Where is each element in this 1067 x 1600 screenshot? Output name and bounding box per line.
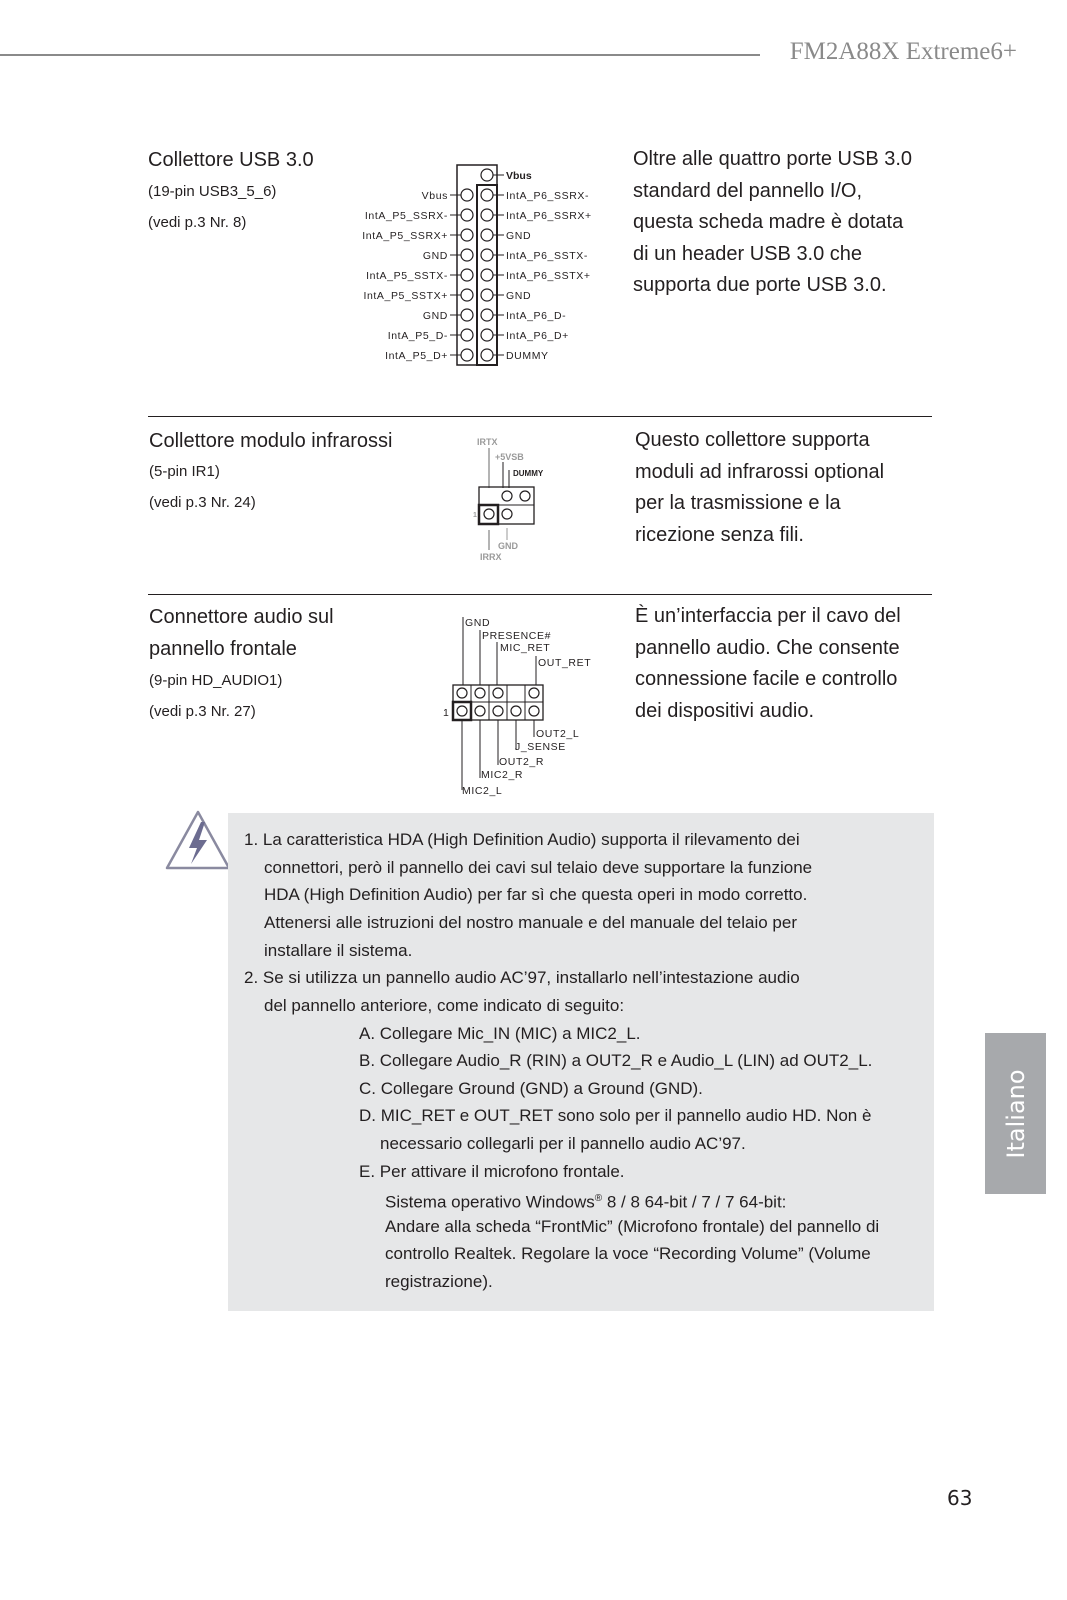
usb-pin-label: GND: [422, 250, 448, 262]
audio-title-line-1: Connettore audio sul: [149, 606, 334, 628]
audio-description-line: dei dispositivi audio.: [635, 699, 814, 722]
note-line: registrazione).: [385, 1272, 493, 1291]
note-line: installare il sistema.: [264, 941, 413, 960]
section-divider: [148, 594, 932, 595]
usb-pin-label: IntA_P6_D-: [506, 310, 567, 322]
ir-description-line: moduli ad infrarossi optional: [635, 460, 885, 483]
audio-label-gnd: GND: [465, 617, 491, 629]
usb-title: Collettore USB 3.0: [148, 149, 314, 171]
usb-pin-label: GND: [506, 230, 532, 242]
audio-label-out2-l: OUT2_L: [536, 728, 580, 740]
ir-pin-count: (5-pin IR1): [149, 463, 220, 480]
ir-label-gnd: GND: [498, 541, 518, 551]
usb-pin-label: IntA_P5_D-: [387, 330, 448, 342]
audio-title-line-2: pannello frontale: [149, 638, 297, 660]
usb-pin-label: IntA_P5_D+: [385, 350, 448, 362]
note-line: necessario collegarli per il pannello audio AC’97.: [380, 1134, 746, 1153]
usb-pin-label: IntA_P6_SSRX+: [506, 210, 592, 222]
audio-description: [635, 601, 901, 727]
ir-reference: (vedi p.3 Nr. 24): [149, 494, 256, 511]
audio-label-out-ret: OUT_RET: [538, 657, 592, 669]
audio-label-j-sense: J_SENSE: [515, 741, 566, 753]
audio-reference: (vedi p.3 Nr. 27): [149, 703, 256, 720]
audio-description-line: connessione facile e controllo: [635, 668, 898, 690]
audio-label-mic2-l: MIC2_L: [462, 785, 503, 797]
usb-pin-label: IntA_P6_SSTX+: [506, 270, 591, 282]
usb-pin-label: DUMMY: [506, 350, 549, 362]
note-line: Andare alla scheda “FrontMic” (Microfono frontale) del pannello di: [385, 1217, 880, 1236]
ir-label-irtx: IRTX: [477, 437, 498, 447]
ir-description: [635, 425, 884, 551]
audio-description-line: pannello audio. Che consente: [635, 636, 900, 659]
svg-text:1: 1: [473, 512, 477, 519]
usb-pin-label: Vbus: [421, 190, 448, 202]
usb-description-line: Oltre alle quattro porte USB 3.0: [633, 148, 913, 170]
note-line: A. Collegare Mic_IN (MIC) a MIC2_L.: [359, 1024, 641, 1043]
language-tab: [985, 1033, 1046, 1194]
ir-description-line: per la trasmissione e la: [635, 492, 841, 514]
usb-pin-label: IntA_P5_SSRX+: [362, 230, 448, 242]
header-rule: [0, 54, 760, 56]
audio-description-line: È un’interfaccia per il cavo del: [635, 605, 901, 627]
header-title: FM2A88X Extreme6+: [789, 38, 1017, 65]
note-line: Attenersi alle istruzioni del nostro manuale e del manuale del telaio per: [264, 913, 797, 932]
ir-header-diagram: [465, 432, 555, 567]
usb-pin-label: IntA_P5_SSRX-: [364, 210, 448, 222]
audio-label-presence: PRESENCE#: [482, 630, 552, 642]
usb-description-line: di un header USB 3.0 che: [633, 242, 863, 265]
language-tab-label: Italiano: [1001, 1068, 1030, 1159]
registered-mark: ®: [594, 1193, 603, 1204]
usb-right-pins: [481, 169, 504, 361]
usb-description-line: supporta due porte USB 3.0.: [633, 274, 887, 296]
note-line: HDA (High Definition Audio) per far sì che questa operi in modo corretto.: [264, 885, 808, 904]
section-divider: [148, 416, 932, 417]
ir-title: Collettore modulo infrarossi: [149, 430, 393, 452]
usb-pin-label: GND: [506, 290, 532, 302]
note-line: B. Collegare Audio_R (RIN) a OUT2_R e Audio_L (LIN) ad OUT2_L.: [359, 1051, 873, 1070]
usb-pin-label: IntA_P6_SSTX-: [506, 250, 588, 262]
usb-description: [633, 144, 912, 302]
note-line: D. MIC_RET e OUT_RET sono solo per il pannello audio HD. Non è: [359, 1106, 872, 1125]
note-line: E. Per attivare il microfono frontale.: [359, 1162, 625, 1181]
audio-label-out2-r: OUT2_R: [499, 756, 545, 768]
ir-label-5vsb: +5VSB: [495, 452, 524, 462]
note-line: 1. La caratteristica HDA (High Definition Audio) supporta il rilevamento dei: [244, 830, 800, 849]
ir-description-line: ricezione senza fili.: [635, 523, 804, 546]
audio-pin-count: (9-pin HD_AUDIO1): [149, 672, 283, 689]
ir-label-dummy: DUMMY: [513, 469, 544, 478]
ir-label-irrx: IRRX: [480, 552, 502, 562]
warning-icon: [163, 808, 233, 874]
usb-pin-label: GND: [422, 310, 448, 322]
note-line: connettori, però il pannello dei cavi sul telaio deve supportare la funzione: [264, 858, 813, 877]
note-line-windows: Sistema operativo Windows® 8 / 8 64-bit / 7 / 7 64-bit:: [385, 1192, 787, 1212]
usb-description-line: questa scheda madre è dotata: [633, 211, 904, 233]
usb-reference: (vedi p.3 Nr. 8): [148, 214, 247, 231]
usb-pin-label: IntA_P6_SSRX-: [506, 190, 590, 202]
audio-label-mic2-r: MIC2_R: [481, 769, 524, 781]
audio-label-mic-ret: MIC_RET: [500, 642, 551, 654]
usb-pin-label: IntA_P6_D+: [506, 330, 569, 342]
note-line: 2. Se si utilizza un pannello audio AC’97, installarlo nell’intestazione audio: [244, 968, 800, 987]
usb-pin-label: Vbus: [506, 170, 532, 182]
page-number: 63: [947, 1486, 973, 1510]
audio-header-diagram: [430, 612, 600, 802]
ir-description-line: Questo collettore supporta: [635, 429, 870, 451]
usb-header-diagram: [340, 160, 620, 375]
usb-left-pins: [450, 189, 473, 361]
usb-pin-label: IntA_P5_SSTX-: [366, 270, 448, 282]
note-line: del pannello anteriore, come indicato di seguito:: [264, 996, 625, 1015]
usb-description-line: standard del pannello I/O,: [633, 179, 863, 202]
audio-label-pin-one: 1: [443, 707, 450, 719]
note-line: C. Collegare Ground (GND) a Ground (GND).: [359, 1079, 703, 1098]
usb-pin-count: (19-pin USB3_5_6): [148, 183, 277, 200]
usb-pin-label: IntA_P5_SSTX+: [363, 290, 448, 302]
note-line: controllo Realtek. Regolare la voce “Recording Volume” (Volume: [385, 1244, 871, 1263]
